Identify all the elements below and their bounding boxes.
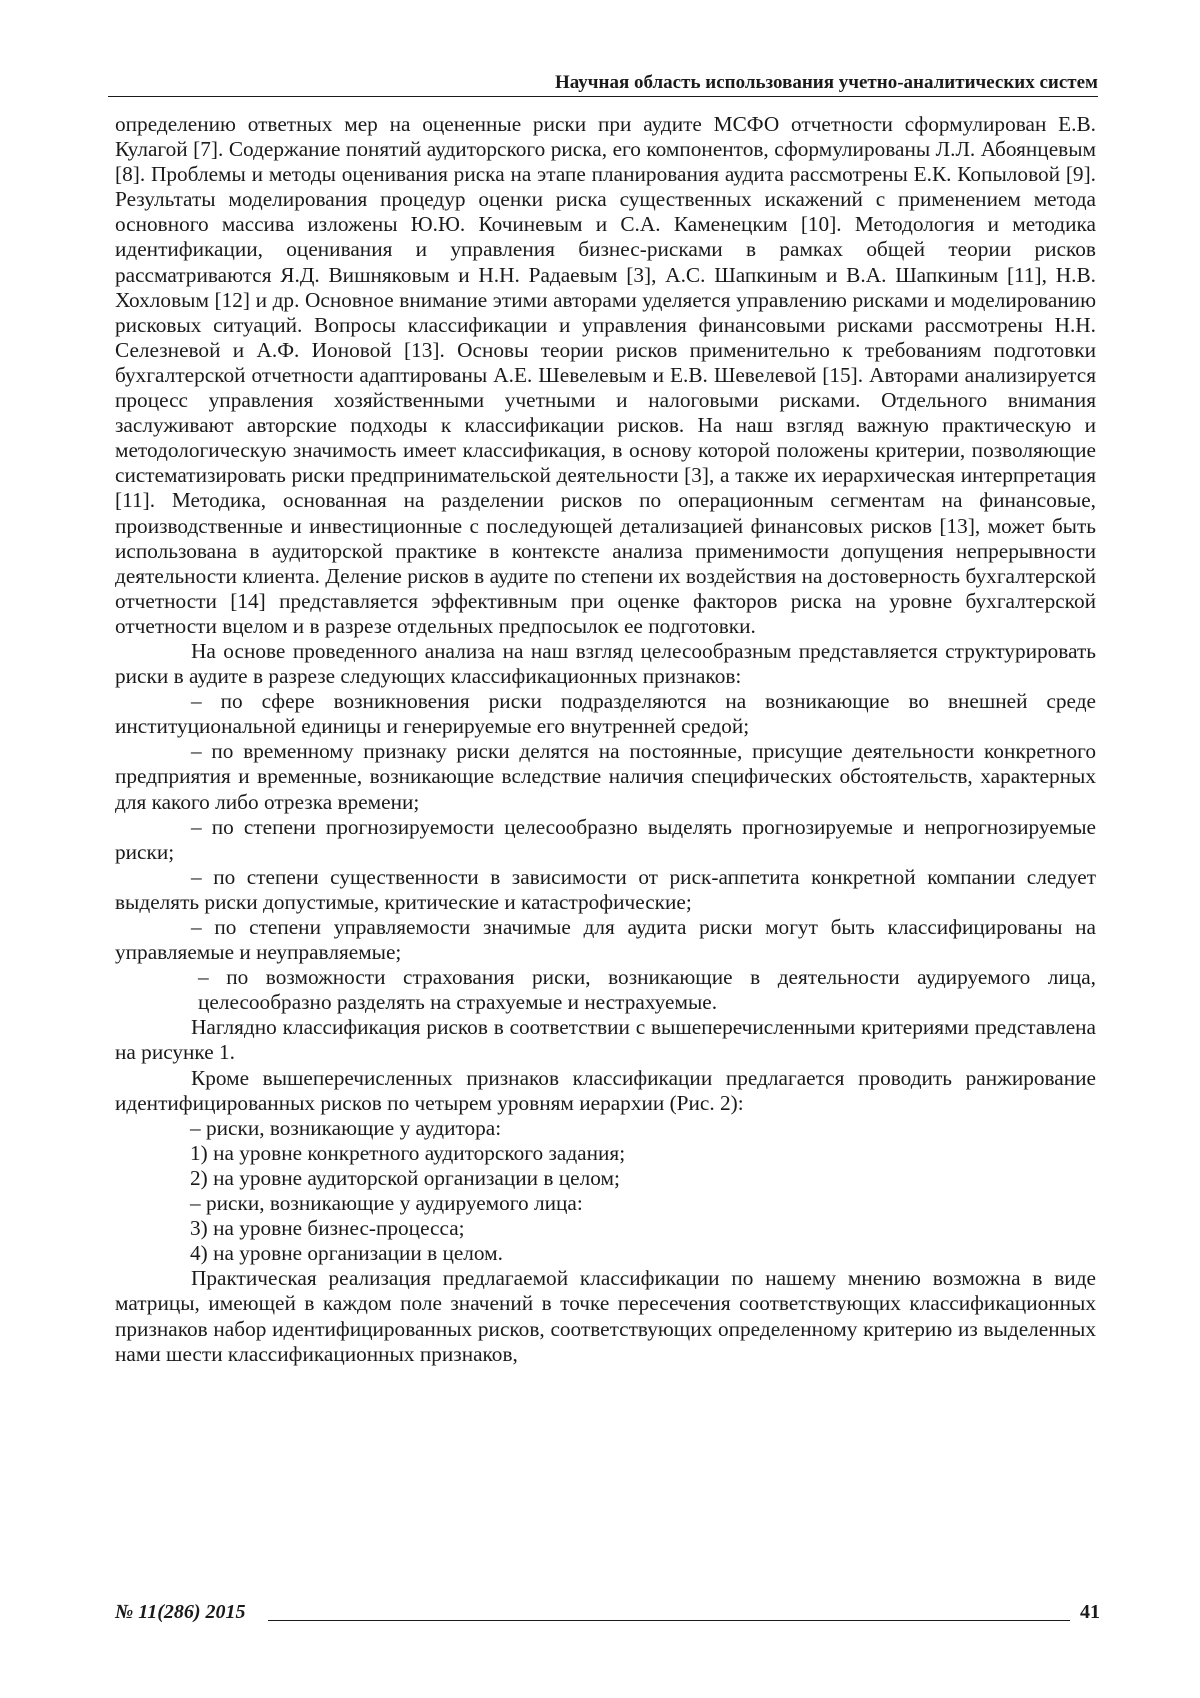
journal-issue: № 11(286) 2015 — [115, 1601, 246, 1623]
list-item: 1) на уровне конкретного аудиторского задания; — [190, 1140, 626, 1165]
paragraph: определению ответных мер на оцененные риски при аудите МСФО отчетности сформулирован Е.В. Кулагой [7]. Содержание понятий аудиторского риска, его компонентов, сформулированы Л.Л. Абоянцевым [8]. Проблемы и методы оценивания риска на этапе планирования аудита рассмотрены Е.К. Копыловой [9]. Результаты моделирования процедур оценки риска существенных искажений с применением метода основного массива изложены Ю.Ю. Кочиневым и С.А. Каменецким [10]. Методология и методика идентификации, оценивания и управления бизнес-рисками в рамках общей теории рисков рассматриваются Я.Д. Вишняковым и Н.Н. Радаевым [3], А.С. Шапкиным и В.А. Шапкиным [11], Н.В. Хохловым [12] и др. Основное внимание этими авторами уделяется управлению рисками и моделированию рисковых ситуаций. Вопросы классификации и управления финансовыми рисками рассмотрены Н.Н. Селезневой и А.Ф. Ионовой [13]. Основы теории рисков применительно к требованиям подготовки бухгалтерской отчетности адаптированы А.Е. Шевелевым и Е.В. Шевелевой [15]. Авторами анализируется процесс управления хозяйственными учетными и налоговыми рисками. Отдельного внимания заслуживают авторские подходы к классификации рисков. На наш взгляд важную практическую и методологическую значимость имеет классификация, в основу которой положены критерии, позволяющие систематизировать риски предпринимательской деятельности [3], а также их иерархическая интерпретация [11]. Методика, основанная на разделении рисков по операционным сегментам на финансовые, производственные и инвестиционные с последующей детализацией финансовых рисков [13], может быть использована в аудиторской практике в контексте анализа применимости допущения непрерывности деятельности клиента. Деление рисков в аудите по степени их воздействия на достоверность бухгалтерской отчетности [14] представляется эффективным при оценке факторов риска на уровне бухгалтерской отчетности вцелом и в разрезе отдельных предпосылок ее подготовки. — [115, 112, 1096, 638]
paragraph: На основе проведенного анализа на наш взгляд целесообразным представляется структурировать риски в аудите в разрезе следующих классификационных признаков: — [115, 638, 1096, 689]
paragraph: Кроме вышеперечисленных признаков классификации предлагается проводить ранжирование идентифицированных рисков по четырем уровням иерархии (Рис. 2): — [115, 1065, 1096, 1115]
bullet-item: – по временному признаку риски делятся на постоянные, присущие деятельности конкретного предприятия и временные, возникающие вследствие наличия специфических обстоятельств, характерных для какого либо отрезка времени; — [115, 739, 1096, 814]
bullet-item: – по возможности страхования риски, возникающие в деятельности аудируемого лица, целесообразно разделять на страхуемые и нестрахуемые. — [198, 965, 1096, 1015]
footer-divider — [268, 1620, 1070, 1621]
list-item: – риски, возникающие у аудируемого лица: — [190, 1191, 583, 1216]
list-item: 3) на уровне бизнес-процесса; — [190, 1216, 465, 1241]
paragraph: Наглядно классификация рисков в соответствии с вышеперечисленными критериями представлена на рисунке 1. — [115, 1015, 1096, 1065]
running-header: Научная область использования учетно-аналитических систем — [108, 72, 1098, 97]
page-number: 41 — [1080, 1601, 1100, 1623]
list-item: 4) на уровне организации в целом. — [190, 1241, 503, 1266]
list-item: – риски, возникающие у аудитора: — [190, 1115, 502, 1140]
bullet-item: – по сфере возникновения риски подразделяются на возникающие во внешней среде институциональной единицы и генерируемые его внутренней средой; — [115, 689, 1096, 739]
bullet-item: – по степени управляемости значимые для аудита риски могут быть классифицированы на управляемые и неуправляемые; — [115, 915, 1096, 965]
bullet-item: – по степени существенности в зависимости от риск-аппетита конкретной компании следует выделять риски допустимые, критические и катастрофические; — [115, 864, 1096, 914]
body-text — [115, 112, 1096, 1367]
bullet-item: – по степени прогнозируемости целесообразно выделять прогнозируемые и непрогнозируемые риски; — [115, 814, 1096, 864]
paragraph: Практическая реализация предлагаемой классификации по нашему мнению возможна в виде матрицы, имеющей в каждом поле значений в точке пересечения соответствующих классификационных признаков набор идентифицированных рисков, соответствующих определенному критерию из выделенных нами шести классификационных признаков, — [115, 1266, 1096, 1366]
list-item: 2) на уровне аудиторской организации в целом; — [190, 1165, 620, 1190]
